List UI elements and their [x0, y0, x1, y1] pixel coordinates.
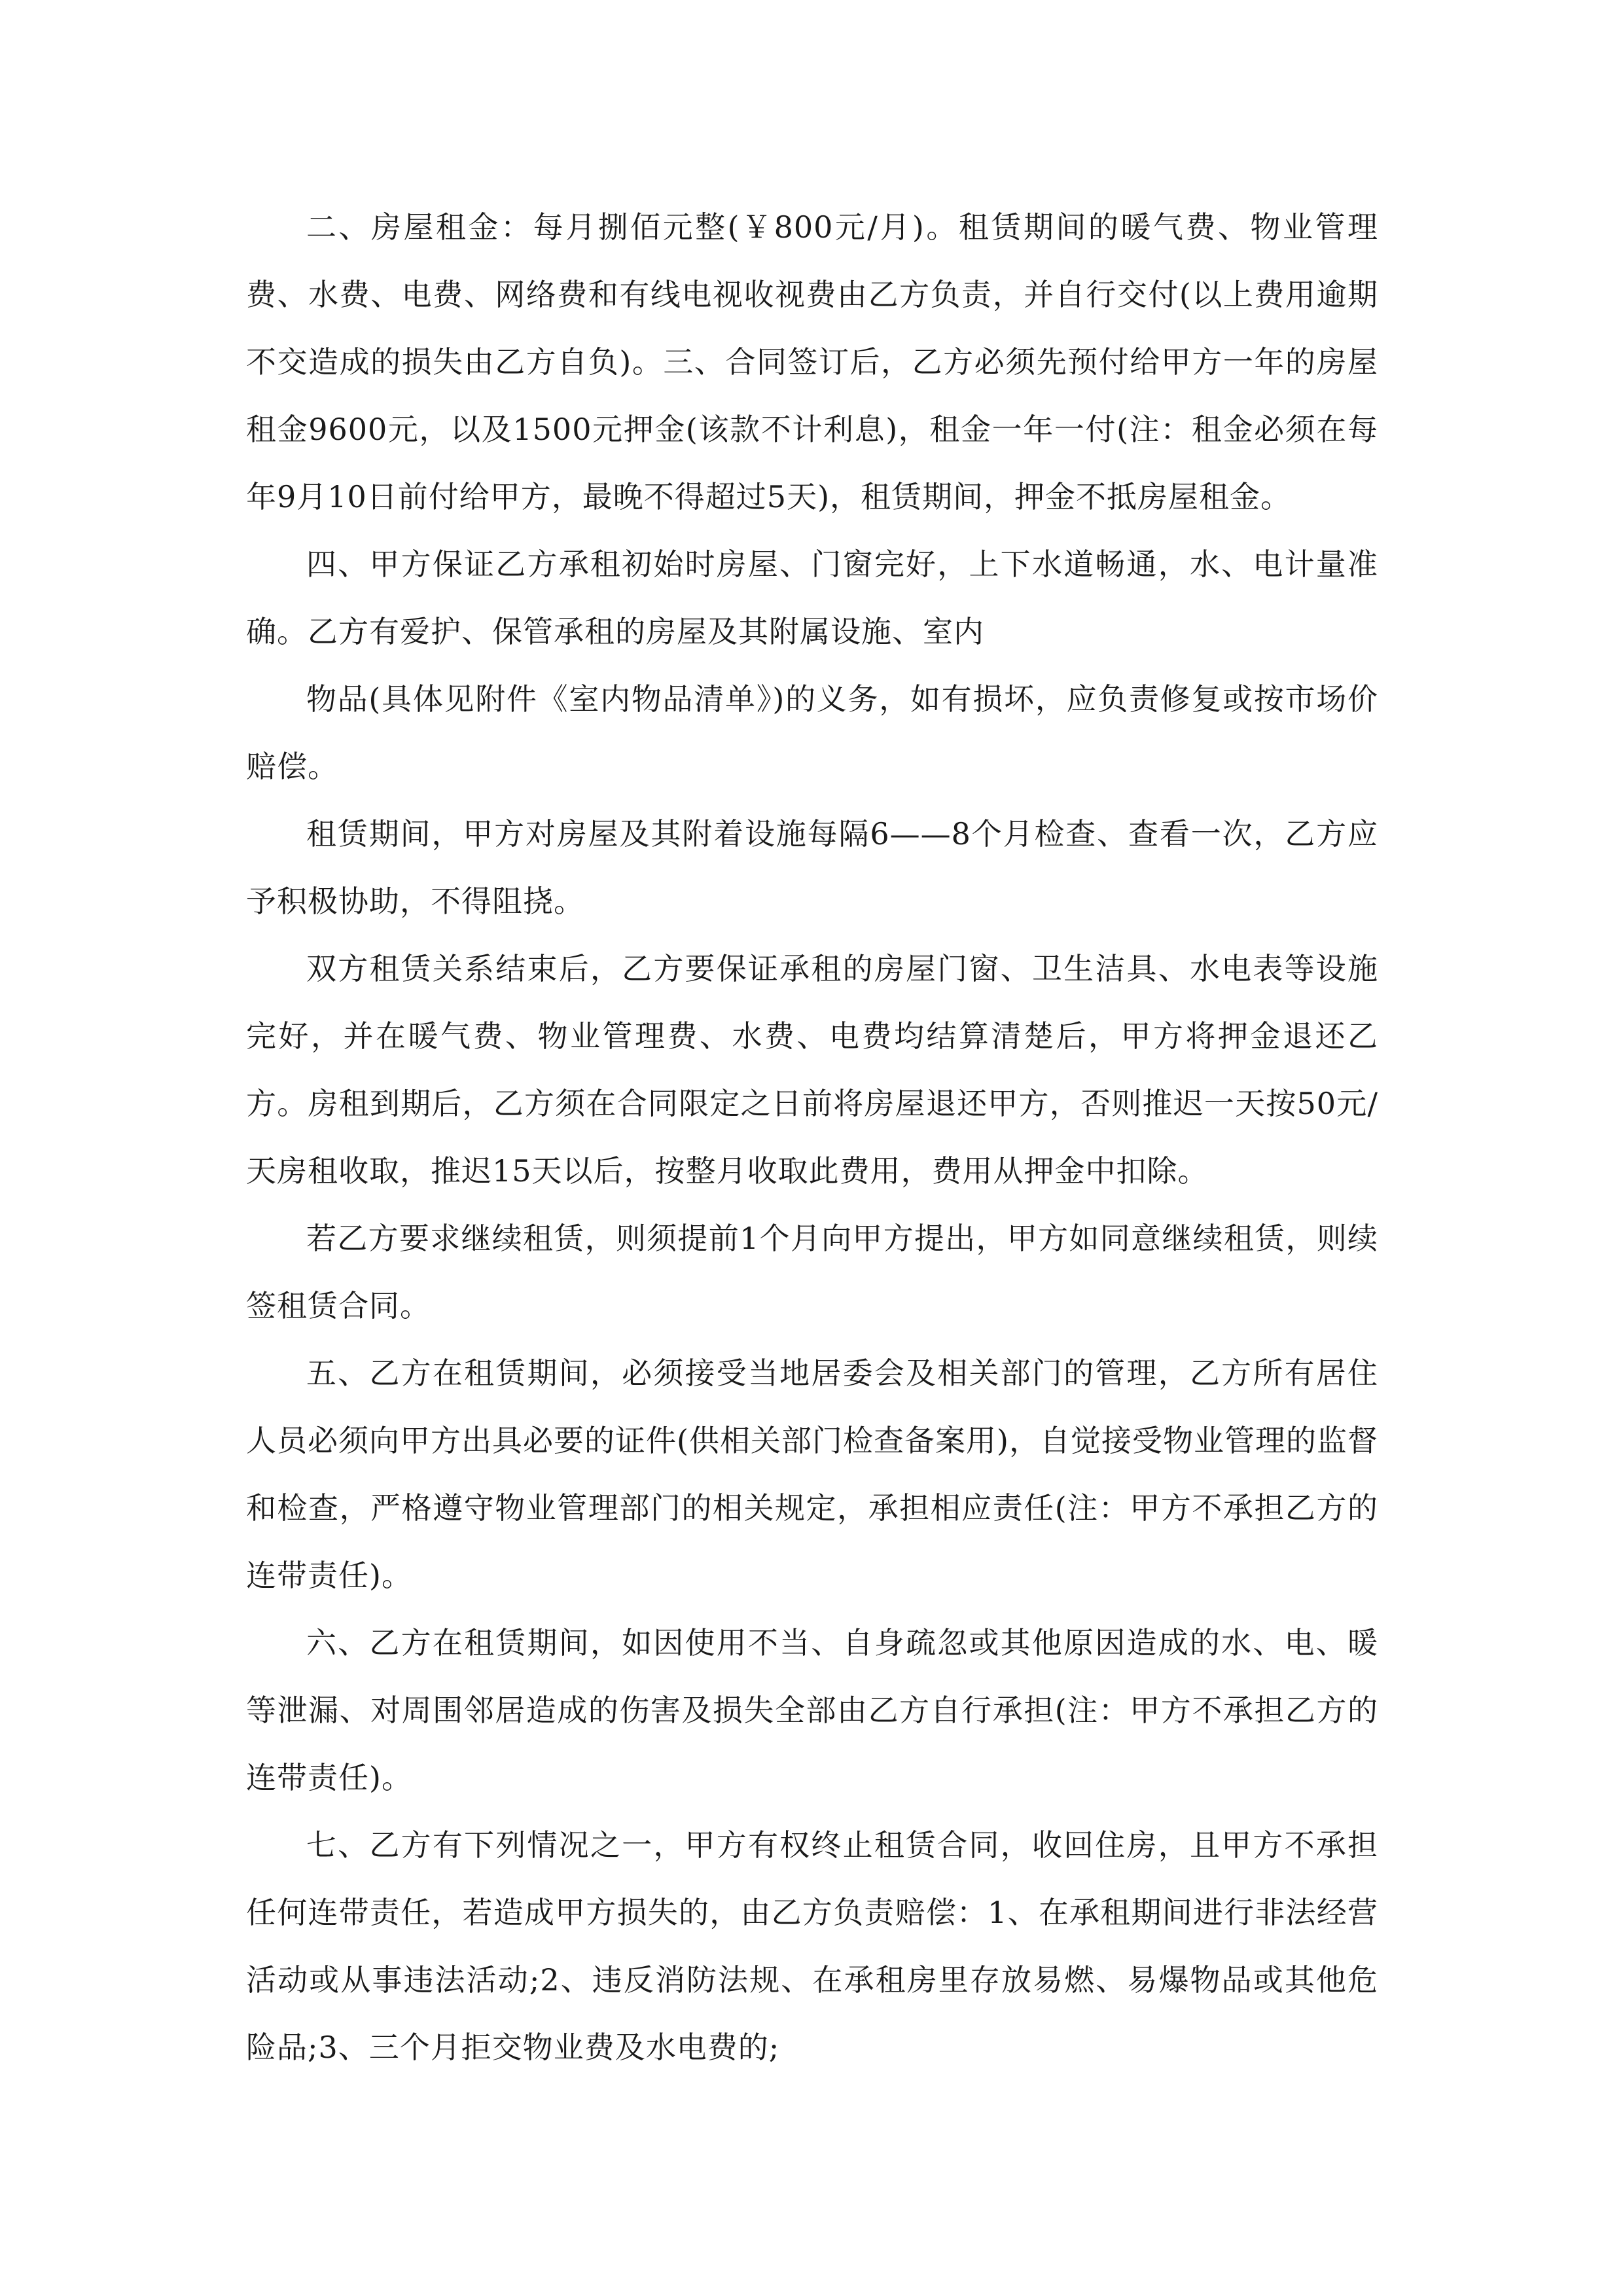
- paragraph-management: 五、乙方在租赁期间，必须接受当地居委会及相关部门的管理，乙方所有居住人员必须向甲方出具必要的证件(供相关部门检查备案用)，自觉接受物业管理的监督和检查，严格遵守物业管理部门的相关规定，承担相应责任(注：甲方不承担乙方的连带责任)。: [246, 1355, 1378, 1593]
- paragraph-renewal: 若乙方要求继续租赁，则须提前1个月向甲方提出，甲方如同意继续租赁，则续签租赁合同。: [246, 1221, 1378, 1323]
- paragraph-termination-return: 双方租赁关系结束后，乙方要保证承租的房屋门窗、卫生洁具、水电表等设施完好，并在暖气费、物业管理费、水费、电费均结算清楚后，甲方将押金退还乙方。房租到期后，乙方须在合同限定之日前将房屋退还甲方，否则推迟一天按50元/天房租收取，推迟15天以后，按整月收取此费用，费用从押金中扣除。: [246, 951, 1378, 1189]
- paragraph-items-liability: 物品(具体见附件《室内物品清单》)的义务，如有损坏，应负责修复或按市场价赔偿。: [246, 681, 1378, 784]
- document-body: [246, 194, 1378, 2081]
- paragraph-landlord-guarantee: 四、甲方保证乙方承租初始时房屋、门窗完好，上下水道畅通，水、电计量准确。乙方有爱护、保管承租的房屋及其附属设施、室内: [246, 547, 1378, 649]
- paragraph-termination-conditions: 七、乙方有下列情况之一，甲方有权终止租赁合同，收回住房，且甲方不承担任何连带责任，若造成甲方损失的，由乙方负责赔偿：1、在承租期间进行非法经营活动或从事违法活动;2、违反消防法规、在承租房里存放易燃、易爆物品或其他危险品;3、三个月拒交物业费及水电费的;: [246, 1827, 1378, 2065]
- paragraph-rent: 二、房屋租金：每月捌佰元整(￥800元/月)。租赁期间的暖气费、物业管理费、水费、电费、网络费和有线电视收视费由乙方负责，并自行交付(以上费用逾期不交造成的损失由乙方自负)。三、合同签订后，乙方必须先预付给甲方一年的房屋租金9600元，以及1500元押金(该款不计利息)，租金一年一付(注：租金必须在每年9月10日前付给甲方，最晚不得超过5天)，租赁期间，押金不抵房屋租金。: [246, 209, 1378, 514]
- paragraph-inspection: 租赁期间，甲方对房屋及其附着设施每隔6——8个月检查、查看一次，乙方应予积极协助，不得阻挠。: [246, 816, 1378, 919]
- paragraph-damage-liability: 六、乙方在租赁期间，如因使用不当、自身疏忽或其他原因造成的水、电、暖等泄漏、对周围邻居造成的伤害及损失全部由乙方自行承担(注：甲方不承担乙方的连带责任)。: [246, 1625, 1378, 1795]
